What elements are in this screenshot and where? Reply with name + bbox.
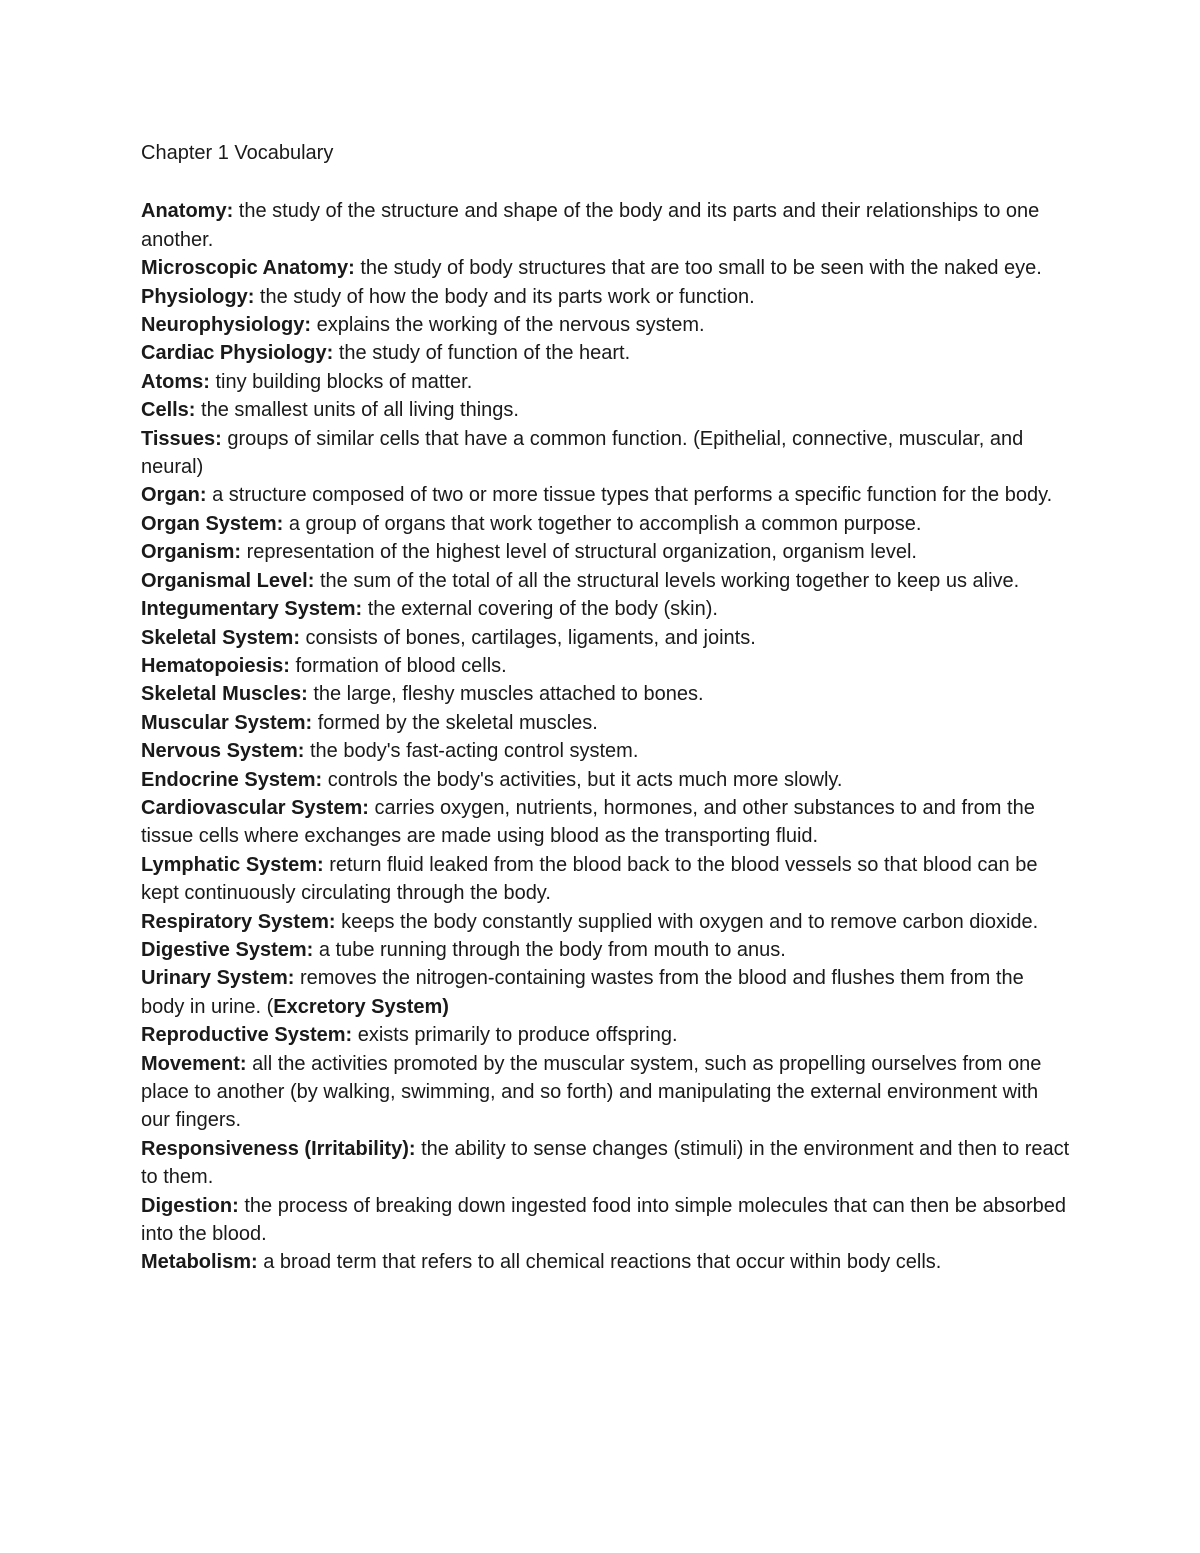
vocabulary-term: Hematopoiesis: bbox=[141, 654, 290, 677]
vocabulary-definition: exists primarily to produce offspring. bbox=[357, 1024, 678, 1047]
vocabulary-entry bbox=[141, 1021, 1071, 1049]
vocabulary-definition: controls the body's activities, but it acts much more slowly. bbox=[327, 768, 843, 791]
vocabulary-definition: the study of how the body and its parts work or function. bbox=[259, 285, 755, 308]
vocabulary-entry bbox=[141, 595, 1071, 623]
vocabulary-term: Cardiovascular System: bbox=[141, 796, 369, 819]
vocabulary-definition: return fluid leaked from the blood back to the blood vessels so that blood can be kept continuously circulating through the body. bbox=[141, 853, 1038, 905]
vocabulary-entry bbox=[141, 481, 1071, 509]
vocabulary-term: Cardiac Physiology: bbox=[141, 342, 334, 365]
vocabulary-term: Organismal Level: bbox=[141, 569, 315, 592]
vocabulary-term: Urinary System: bbox=[141, 967, 295, 990]
vocabulary-definition: a broad term that refers to all chemical reactions that occur within body cells. bbox=[263, 1251, 942, 1274]
vocabulary-term: Organ: bbox=[141, 484, 207, 507]
vocabulary-term: Neurophysiology: bbox=[141, 314, 312, 337]
vocabulary-definition: the study of function of the heart. bbox=[338, 342, 631, 365]
vocabulary-term: Atoms: bbox=[141, 370, 210, 393]
vocabulary-definition: the process of breaking down ingested food into simple molecules that can then be absorbed into the blood. bbox=[141, 1194, 1066, 1246]
vocabulary-definition: the smallest units of all living things. bbox=[201, 399, 519, 422]
vocabulary-definition: a structure composed of two or more tissue types that performs a specific function for the body. bbox=[212, 484, 1053, 507]
vocabulary-term: Cells: bbox=[141, 399, 196, 422]
vocabulary-definition: all the activities promoted by the muscular system, such as propelling ourselves from one place to another (by walking, swimming, and so forth) and manipulating the external environment with our fingers. bbox=[141, 1052, 1042, 1132]
vocabulary-entry bbox=[141, 624, 1071, 652]
vocabulary-term: Microscopic Anatomy: bbox=[141, 257, 355, 280]
vocabulary-list bbox=[141, 197, 1071, 1276]
vocabulary-term: Organ System: bbox=[141, 512, 284, 535]
vocabulary-term: Anatomy: bbox=[141, 200, 234, 223]
title-spacer bbox=[141, 167, 1071, 197]
vocabulary-entry bbox=[141, 936, 1071, 964]
vocabulary-definition: carries oxygen, nutrients, hormones, and other substances to and from the tissue cells where exchanges are made using blood as the transporting fluid. bbox=[141, 796, 1035, 848]
vocabulary-term: Physiology: bbox=[141, 285, 255, 308]
vocabulary-entry bbox=[141, 197, 1071, 254]
vocabulary-entry bbox=[141, 368, 1071, 396]
vocabulary-term: Metabolism: bbox=[141, 1251, 258, 1274]
vocabulary-definition: the body's fast-acting control system. bbox=[309, 740, 639, 763]
vocabulary-definition: groups of similar cells that have a common function. (Epithelial, connective, muscular, and neural) bbox=[141, 427, 1024, 479]
vocabulary-entry bbox=[141, 964, 1071, 1021]
vocabulary-definition: removes the nitrogen-containing wastes from the blood and flushes them from the body in urine. ( bbox=[141, 967, 1024, 1018]
vocabulary-term: Respiratory System: bbox=[141, 910, 336, 933]
vocabulary-entry bbox=[141, 652, 1071, 680]
vocabulary-term: Responsiveness (Irritability): bbox=[141, 1137, 416, 1160]
vocabulary-definition: formation of blood cells. bbox=[295, 654, 507, 677]
vocabulary-entry bbox=[141, 311, 1071, 339]
vocabulary-definition: tiny building blocks of matter. bbox=[215, 370, 473, 393]
vocabulary-term: Skeletal Muscles: bbox=[141, 683, 308, 706]
vocabulary-entry bbox=[141, 908, 1071, 936]
vocabulary-entry bbox=[141, 538, 1071, 566]
vocabulary-entry bbox=[141, 396, 1071, 424]
vocabulary-entry bbox=[141, 254, 1071, 282]
vocabulary-entry bbox=[141, 283, 1071, 311]
vocabulary-entry bbox=[141, 339, 1071, 367]
vocabulary-term: Movement: bbox=[141, 1052, 247, 1075]
vocabulary-term: Endocrine System: bbox=[141, 768, 323, 791]
vocabulary-entry bbox=[141, 737, 1071, 765]
vocabulary-definition: representation of the highest level of structural organization, organism level. bbox=[246, 541, 917, 564]
vocabulary-entry bbox=[141, 510, 1071, 538]
vocabulary-term: Tissues: bbox=[141, 427, 222, 450]
vocabulary-definition: the study of the structure and shape of the body and its parts and their relationships to one another. bbox=[141, 200, 1040, 251]
vocabulary-alt-term: Excretory System) bbox=[273, 995, 449, 1018]
vocabulary-term: Reproductive System: bbox=[141, 1024, 353, 1047]
vocabulary-definition: explains the working of the nervous system. bbox=[316, 314, 705, 337]
vocabulary-term: Skeletal System: bbox=[141, 626, 300, 649]
vocabulary-definition: the ability to sense changes (stimuli) in the environment and then to react to them. bbox=[141, 1137, 1070, 1189]
vocabulary-entry bbox=[141, 1135, 1071, 1192]
vocabulary-definition: formed by the skeletal muscles. bbox=[317, 711, 598, 734]
vocabulary-entry bbox=[141, 851, 1071, 908]
document-title: Chapter 1 Vocabulary bbox=[141, 142, 334, 164]
vocabulary-entry bbox=[141, 567, 1071, 595]
vocabulary-entry bbox=[141, 1192, 1071, 1249]
vocabulary-definition: the external covering of the body (skin). bbox=[367, 598, 718, 621]
vocabulary-entry bbox=[141, 794, 1071, 851]
vocabulary-definition: a tube running through the body from mouth to anus. bbox=[318, 938, 786, 961]
vocabulary-definition: the large, fleshy muscles attached to bones. bbox=[313, 683, 704, 706]
vocabulary-term: Muscular System: bbox=[141, 711, 313, 734]
vocabulary-definition: the study of body structures that are too small to be seen with the naked eye. bbox=[360, 257, 1042, 280]
vocabulary-term: Digestion: bbox=[141, 1194, 239, 1217]
document-page bbox=[141, 139, 1071, 1277]
vocabulary-definition: keeps the body constantly supplied with oxygen and to remove carbon dioxide. bbox=[341, 910, 1039, 933]
vocabulary-entry bbox=[141, 680, 1071, 708]
vocabulary-term: Nervous System: bbox=[141, 740, 305, 763]
vocabulary-term: Integumentary System: bbox=[141, 598, 363, 621]
vocabulary-entry bbox=[141, 709, 1071, 737]
vocabulary-term: Digestive System: bbox=[141, 938, 314, 961]
vocabulary-entry bbox=[141, 766, 1071, 794]
vocabulary-term: Lymphatic System: bbox=[141, 853, 324, 876]
vocabulary-definition: consists of bones, cartilages, ligaments, and joints. bbox=[305, 626, 756, 649]
vocabulary-definition: the sum of the total of all the structural levels working together to keep us alive. bbox=[319, 569, 1020, 592]
vocabulary-entry bbox=[141, 1248, 1071, 1276]
vocabulary-entry bbox=[141, 425, 1071, 482]
vocabulary-term: Organism: bbox=[141, 541, 242, 564]
vocabulary-entry bbox=[141, 1050, 1071, 1135]
vocabulary-definition: a group of organs that work together to accomplish a common purpose. bbox=[288, 512, 922, 535]
